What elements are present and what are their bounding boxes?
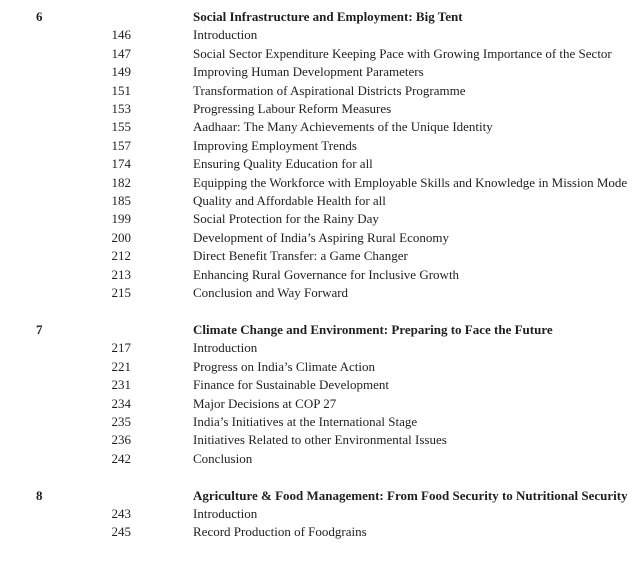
entry-page-number: 217 [111,340,131,356]
entry-title: Enhancing Rural Governance for Inclusive Growth [193,266,460,282]
chapter-number-spacer [36,45,95,63]
toc-entry-row [36,118,640,136]
entry-title: Improving Human Development Parameters [193,64,424,80]
chapter-number-spacer [36,431,95,449]
entry-page-number: 245 [111,524,131,540]
chapter-number-spacer [36,26,95,44]
entry-page-number: 185 [111,193,131,209]
chapter-number-spacer [36,395,95,413]
toc-entry-row [36,339,640,357]
toc-entry-row [36,523,640,541]
toc-entry-row [36,358,640,376]
toc-entry-row [36,395,640,413]
entry-title: Equipping the Workforce with Employable Skills and Knowledge in Mission Mode [193,174,628,190]
toc-entry-row [36,26,640,44]
entry-title: Direct Benefit Transfer: a Game Changer [193,248,408,264]
chapter-title: Agriculture & Food Management: From Food Security to Nutritional Security [193,487,628,503]
page-number-spacer [95,321,131,339]
chapter-title: Social Infrastructure and Employment: Big Tent [193,9,463,24]
chapter-number: 7 [36,321,43,337]
toc-entry-row [36,137,640,155]
entry-title: Initiatives Related to other Environmental Issues [193,432,447,448]
toc-entry-row [36,266,640,284]
page-number-spacer [95,487,131,505]
entry-page-number: 151 [111,82,131,98]
chapter-number-spacer [36,339,95,357]
entry-page-number: 212 [111,248,131,264]
toc-entry-row [36,63,640,81]
entry-title: Conclusion [193,450,253,466]
chapter-number-spacer [36,137,95,155]
entry-page-number: 215 [111,285,131,301]
entry-title: Quality and Affordable Health for all [193,193,386,209]
entry-page-number: 182 [111,174,131,190]
chapter-number-spacer [36,376,95,394]
toc-entry-row [36,247,640,265]
toc-section [36,8,640,303]
toc-entry-row [36,210,640,228]
toc-section [36,487,640,542]
toc-entry-row [36,431,640,449]
toc-entry-row [36,174,640,192]
entry-title: Social Protection for the Rainy Day [193,211,379,227]
entry-page-number: 155 [111,119,131,135]
chapter-number-spacer [36,118,95,136]
entry-title: Improving Employment Trends [193,137,357,153]
chapter-number-spacer [36,247,95,265]
chapter-number-spacer [36,523,95,541]
entry-title: Social Sector Expenditure Keeping Pace with Growing Importance of the Sector [193,45,612,61]
entry-page-number: 236 [111,432,131,448]
entry-title: Introduction [193,340,258,356]
entry-page-number: 243 [111,505,131,521]
entry-page-number: 213 [111,266,131,282]
chapter-heading-row [36,321,640,339]
chapter-number-spacer [36,155,95,173]
entry-page-number: 146 [111,27,131,43]
page-number-spacer [95,8,131,26]
toc-entry-row [36,192,640,210]
entry-page-number: 174 [111,156,131,172]
entry-page-number: 231 [111,377,131,393]
entry-page-number: 149 [111,64,131,80]
toc-entry-row [36,100,640,118]
entry-title: Transformation of Aspirational Districts Programme [193,82,466,98]
entry-page-number: 199 [111,211,131,227]
toc-entry-row [36,45,640,63]
entry-page-number: 147 [111,45,131,61]
chapter-number-spacer [36,450,95,468]
chapter-number-spacer [36,358,95,376]
chapter-number-spacer [36,210,95,228]
chapter-title: Climate Change and Environment: Preparing to Face the Future [193,321,553,337]
toc-entry-row [36,450,640,468]
entry-title: Aadhaar: The Many Achievements of the Unique Identity [193,119,493,135]
chapter-number-spacer [36,505,95,523]
entry-page-number: 157 [111,137,131,153]
toc-section [36,321,640,468]
entry-title: India’s Initiatives at the International Stage [193,413,418,429]
toc-entry-row [36,376,640,394]
entry-title: Conclusion and Way Forward [193,285,349,301]
entry-title: Record Production of Foodgrains [193,524,367,540]
chapter-number: 8 [36,487,43,503]
toc-entry-row [36,284,640,302]
chapter-heading-row [36,8,640,26]
chapter-number-spacer [36,192,95,210]
toc-entry-row [36,229,640,247]
chapter-heading-row [36,487,640,505]
chapter-number-spacer [36,174,95,192]
entry-title: Progress on India’s Climate Action [193,358,375,374]
entry-page-number: 235 [111,413,131,429]
entry-title: Introduction [193,27,258,43]
toc-entry-row [36,505,640,523]
chapter-number-spacer [36,413,95,431]
chapter-number-spacer [36,284,95,302]
entry-page-number: 234 [111,395,131,411]
entry-title: Progressing Labour Reform Measures [193,101,392,117]
entry-page-number: 153 [111,101,131,117]
chapter-number: 6 [36,9,43,24]
entry-title: Introduction [193,505,258,521]
entry-page-number: 242 [111,450,131,466]
entry-title: Ensuring Quality Education for all [193,156,373,172]
chapter-number-spacer [36,100,95,118]
toc-entry-row [36,413,640,431]
entry-page-number: 200 [111,229,131,245]
toc-entry-row [36,82,640,100]
toc-entry-row [36,155,640,173]
entry-title: Major Decisions at COP 27 [193,395,337,411]
entry-page-number: 221 [111,358,131,374]
chapter-number-spacer [36,266,95,284]
chapter-number-spacer [36,82,95,100]
entry-title: Finance for Sustainable Development [193,377,390,393]
entry-title: Development of India’s Aspiring Rural Economy [193,229,449,245]
chapter-number-spacer [36,229,95,247]
chapter-number-spacer [36,63,95,81]
